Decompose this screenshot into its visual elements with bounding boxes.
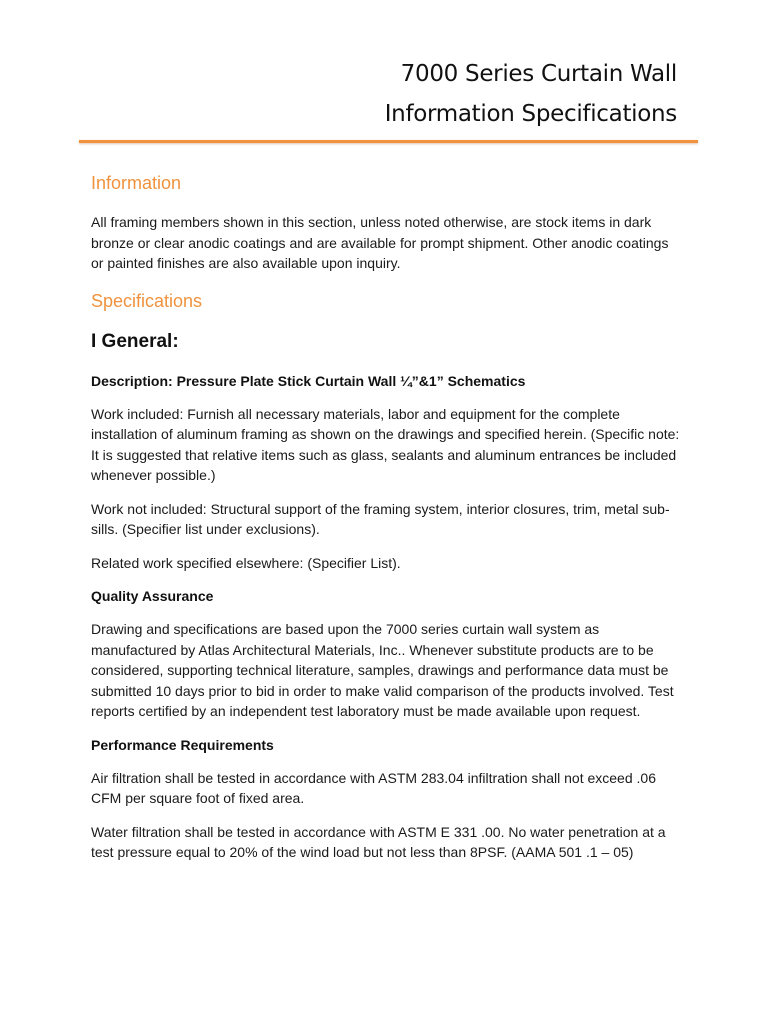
document-body [91, 172, 681, 863]
title-line-1: 7000 Series Curtain Wall [400, 61, 677, 87]
title-line-2: Information Specifications [384, 101, 677, 127]
quality-assurance-paragraph: Drawing and specifications are based upon the 7000 series curtain wall system as manufactured by Atlas Architectural Materials, Inc.. Whenever substitute products are to be considered, supporting technical literature, samples, drawings and performance data must be submitted 10 days prior to bid in order to make valid comparison of the products involved. Test reports certified by an independent test laboratory must be made available upon request. [91, 621, 674, 719]
quality-assurance-heading: Quality Assurance [91, 588, 214, 604]
description-heading: Description: Pressure Plate Stick Curtain Wall ¼”&1” Schematics [91, 372, 526, 389]
air-filtration-paragraph: Air filtration shall be tested in accordance with ASTM 283.04 infiltration shall not exceed .06 CFM per square foot of fixed area. [91, 769, 656, 806]
title-divider [79, 140, 698, 143]
information-heading: Information [91, 173, 182, 193]
water-filtration-paragraph: Water filtration shall be tested in accordance with ASTM E 331 .00. No water penetration at a test pressure equal to 20% of the wind load but not less than 8PSF. (AAMA 501 .1 – 05) [91, 823, 666, 860]
performance-requirements-heading: Performance Requirements [91, 736, 274, 753]
information-paragraph: All framing members shown in this section, unless noted otherwise, are stock items in dark bronze or clear anodic coatings and are available for prompt shipment. Other anodic coatings or painted finishes are also available upon inquiry. [91, 214, 669, 271]
work-included-paragraph: Work included: Furnish all necessary materials, labor and equipment for the complete installation of aluminum framing as shown on the drawings and specified herein. (Specific note: It is suggested that relative items such as glass, sealants and aluminum entrances be included whenever possible.) [91, 405, 680, 483]
general-heading: I General: [91, 330, 179, 352]
specifications-heading: Specifications [91, 290, 203, 311]
document-title [385, 54, 677, 134]
related-work-paragraph: Related work specified elsewhere: (Specifier List). [91, 554, 401, 571]
work-not-included-paragraph: Work not included: Structural support of the framing system, interior closures, trim, metal sub-sills. (Specifier list under exclusions). [91, 500, 670, 537]
